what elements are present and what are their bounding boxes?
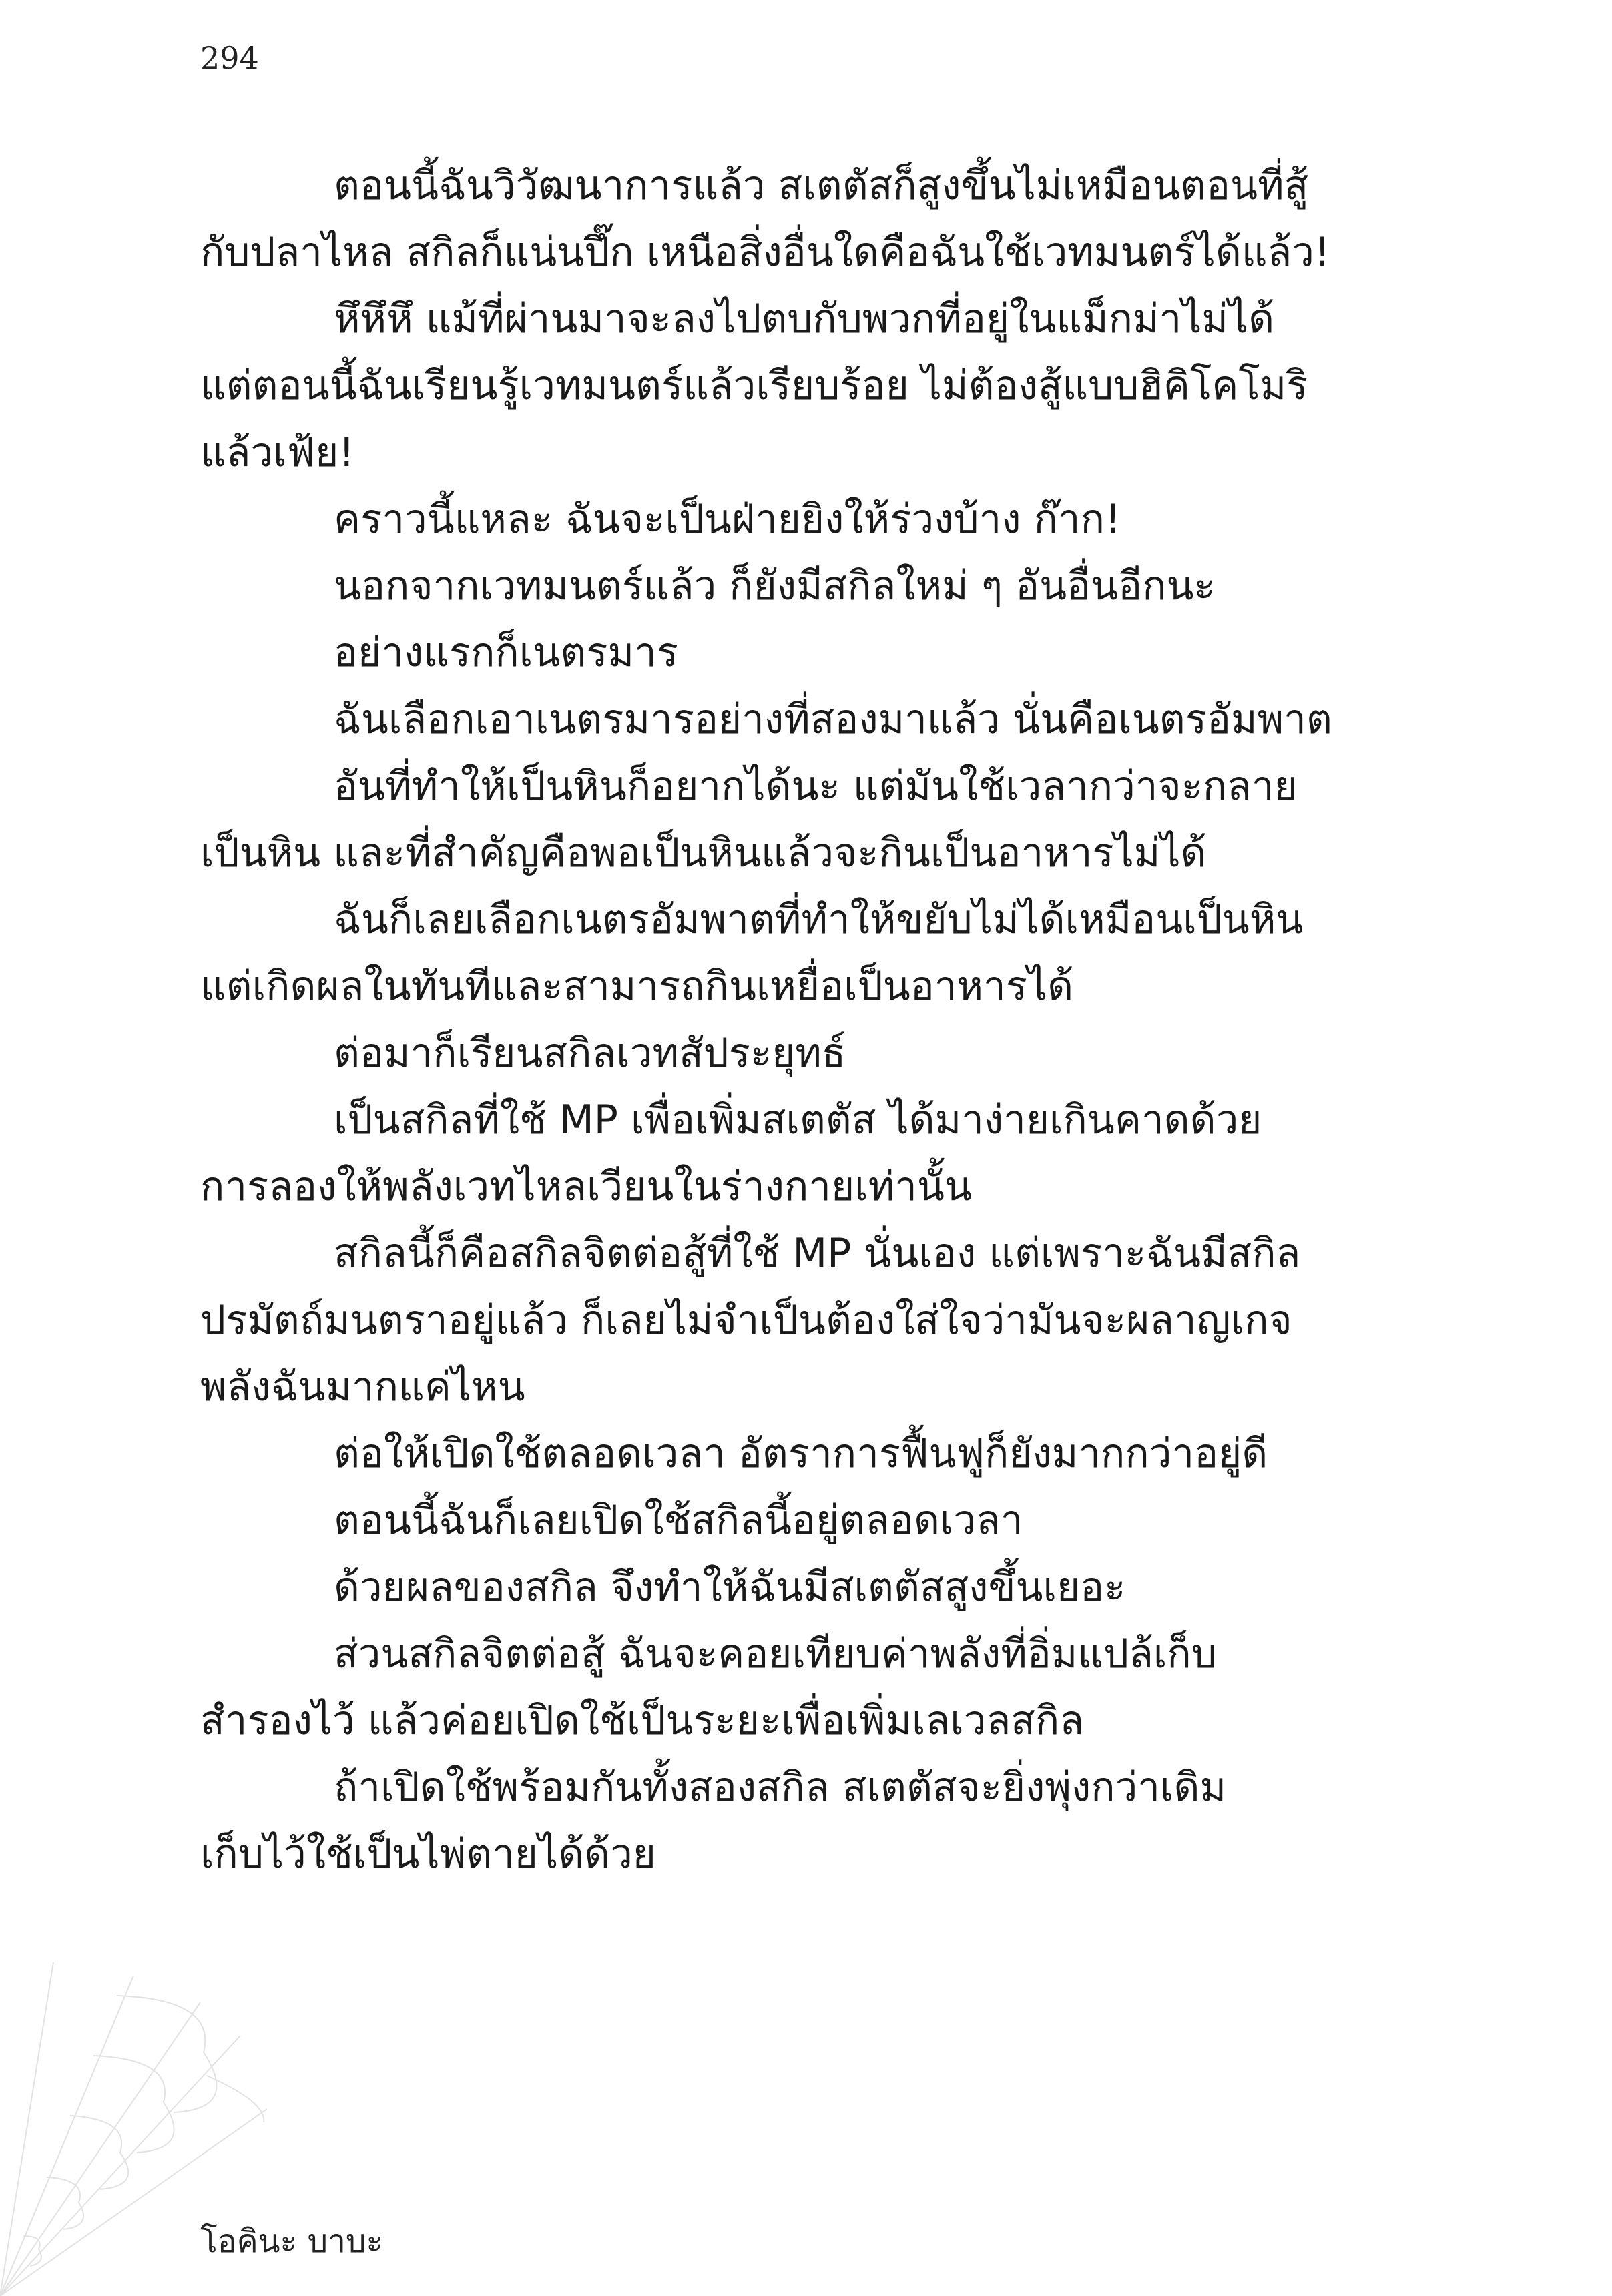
text-line: ส่วนสกิลจิตต่อสู้ ฉันจะคอยเทียบค่าพลังที่อิ่มแปล้เก็บ (334, 1631, 1217, 1677)
text-line: หึหึหึ แม้ที่ผ่านมาจะลงไปตบกับพวกที่อยู่ในแม็กม่าไม่ได้ (334, 296, 1275, 342)
text-line: ตอนนี้ฉันก็เลยเปิดใช้สกิลนี้อยู่ตลอดเวลา (334, 1497, 1023, 1544)
text-line: ตอนนี้ฉันวิวัฒนาการแล้ว สเตตัสก็สูงขึ้นไม่เหมือนตอนที่สู้ (334, 162, 1309, 209)
text-line: การลองให้พลังเวทไหลเวียนในร่างกายเท่านั้น (200, 1163, 972, 1210)
body-text (200, 152, 1408, 1888)
book-author: โอคินะ บาบะ (200, 2223, 384, 2260)
text-line: ฉันก็เลยเลือกเนตรอัมพาตที่ทำให้ขยับไม่ได้เหมือนเป็นหิน (334, 896, 1304, 943)
text-line: ปรมัตถ์มนตราอยู่แล้ว ก็เลยไม่จำเป็นต้องใส่ใจว่ามันจะผลาญเกจ (200, 1297, 1292, 1344)
text-line: อย่างแรกก็เนตรมาร (334, 629, 678, 676)
text-line: แล้วเฟ้ย! (200, 429, 355, 476)
text-line: สกิลนี้ก็คือสกิลจิตต่อสู้ที่ใช้ MP นั่นเอง แต่เพราะฉันมีสกิล (334, 1230, 1301, 1277)
text-line: เป็นหิน และที่สำคัญคือพอเป็นหินแล้วจะกินเป็นอาหารไม่ได้ (200, 830, 1207, 876)
text-line: ถ้าเปิดใช้พร้อมกันทั้งสองสกิล สเตตัสจะยิ่งพุ่งกว่าเดิม (334, 1764, 1226, 1811)
text-line: อันที่ทำให้เป็นหินก็อยากได้นะ แต่มันใช้เวลากว่าจะกลาย (334, 763, 1298, 810)
text-line: สำรองไว้ แล้วค่อยเปิดใช้เป็นระยะเพื่อเพิ่มเลเวลสกิล (200, 1697, 1084, 1744)
text-line: ต่อมาก็เรียนสกิลเวทสัประยุทธ์ (334, 1030, 846, 1077)
text-line: คราวนี้แหละ ฉันจะเป็นฝ่ายยิงให้ร่วงบ้าง ก๊าก! (334, 496, 1121, 543)
text-line: นอกจากเวทมนตร์แล้ว ก็ยังมีสกิลใหม่ ๆ อันอื่นอีกนะ (334, 563, 1216, 609)
text-line: เป็นสกิลที่ใช้ MP เพื่อเพิ่มสเตตัส ได้มาง่ายเกินคาดด้วย (334, 1097, 1262, 1143)
text-line: ต่อให้เปิดใช้ตลอดเวลา อัตราการฟื้นฟูก็ยังมากกว่าอยู่ดี (334, 1430, 1268, 1477)
text-line: พลังฉันมากแค่ไหน (200, 1364, 525, 1410)
text-line: ด้วยผลของสกิล จึงทำให้ฉันมีสเตตัสสูงขึ้นเยอะ (334, 1564, 1126, 1611)
text-line: ฉันเลือกเอาเนตรมารอย่างที่สองมาแล้ว นั่นคือเนตรอัมพาต (334, 696, 1332, 743)
page-number: 294 (200, 40, 259, 76)
text-line: เก็บไว้ใช้เป็นไพ่ตายได้ด้วย (200, 1831, 656, 1878)
text-line: แต่เกิดผลในทันทีและสามารถกินเหยื่อเป็นอาหารได้ (200, 963, 1074, 1010)
text-line: กับปลาไหล สกิลก็แน่นปึ๊ก เหนือสิ่งอื่นใดคือฉันใช้เวทมนตร์ได้แล้ว! (200, 229, 1331, 276)
text-line: แต่ตอนนี้ฉันเรียนรู้เวทมนตร์แล้วเรียบร้อย ไม่ต้องสู้แบบฮิคิโคโมริ (200, 362, 1308, 409)
